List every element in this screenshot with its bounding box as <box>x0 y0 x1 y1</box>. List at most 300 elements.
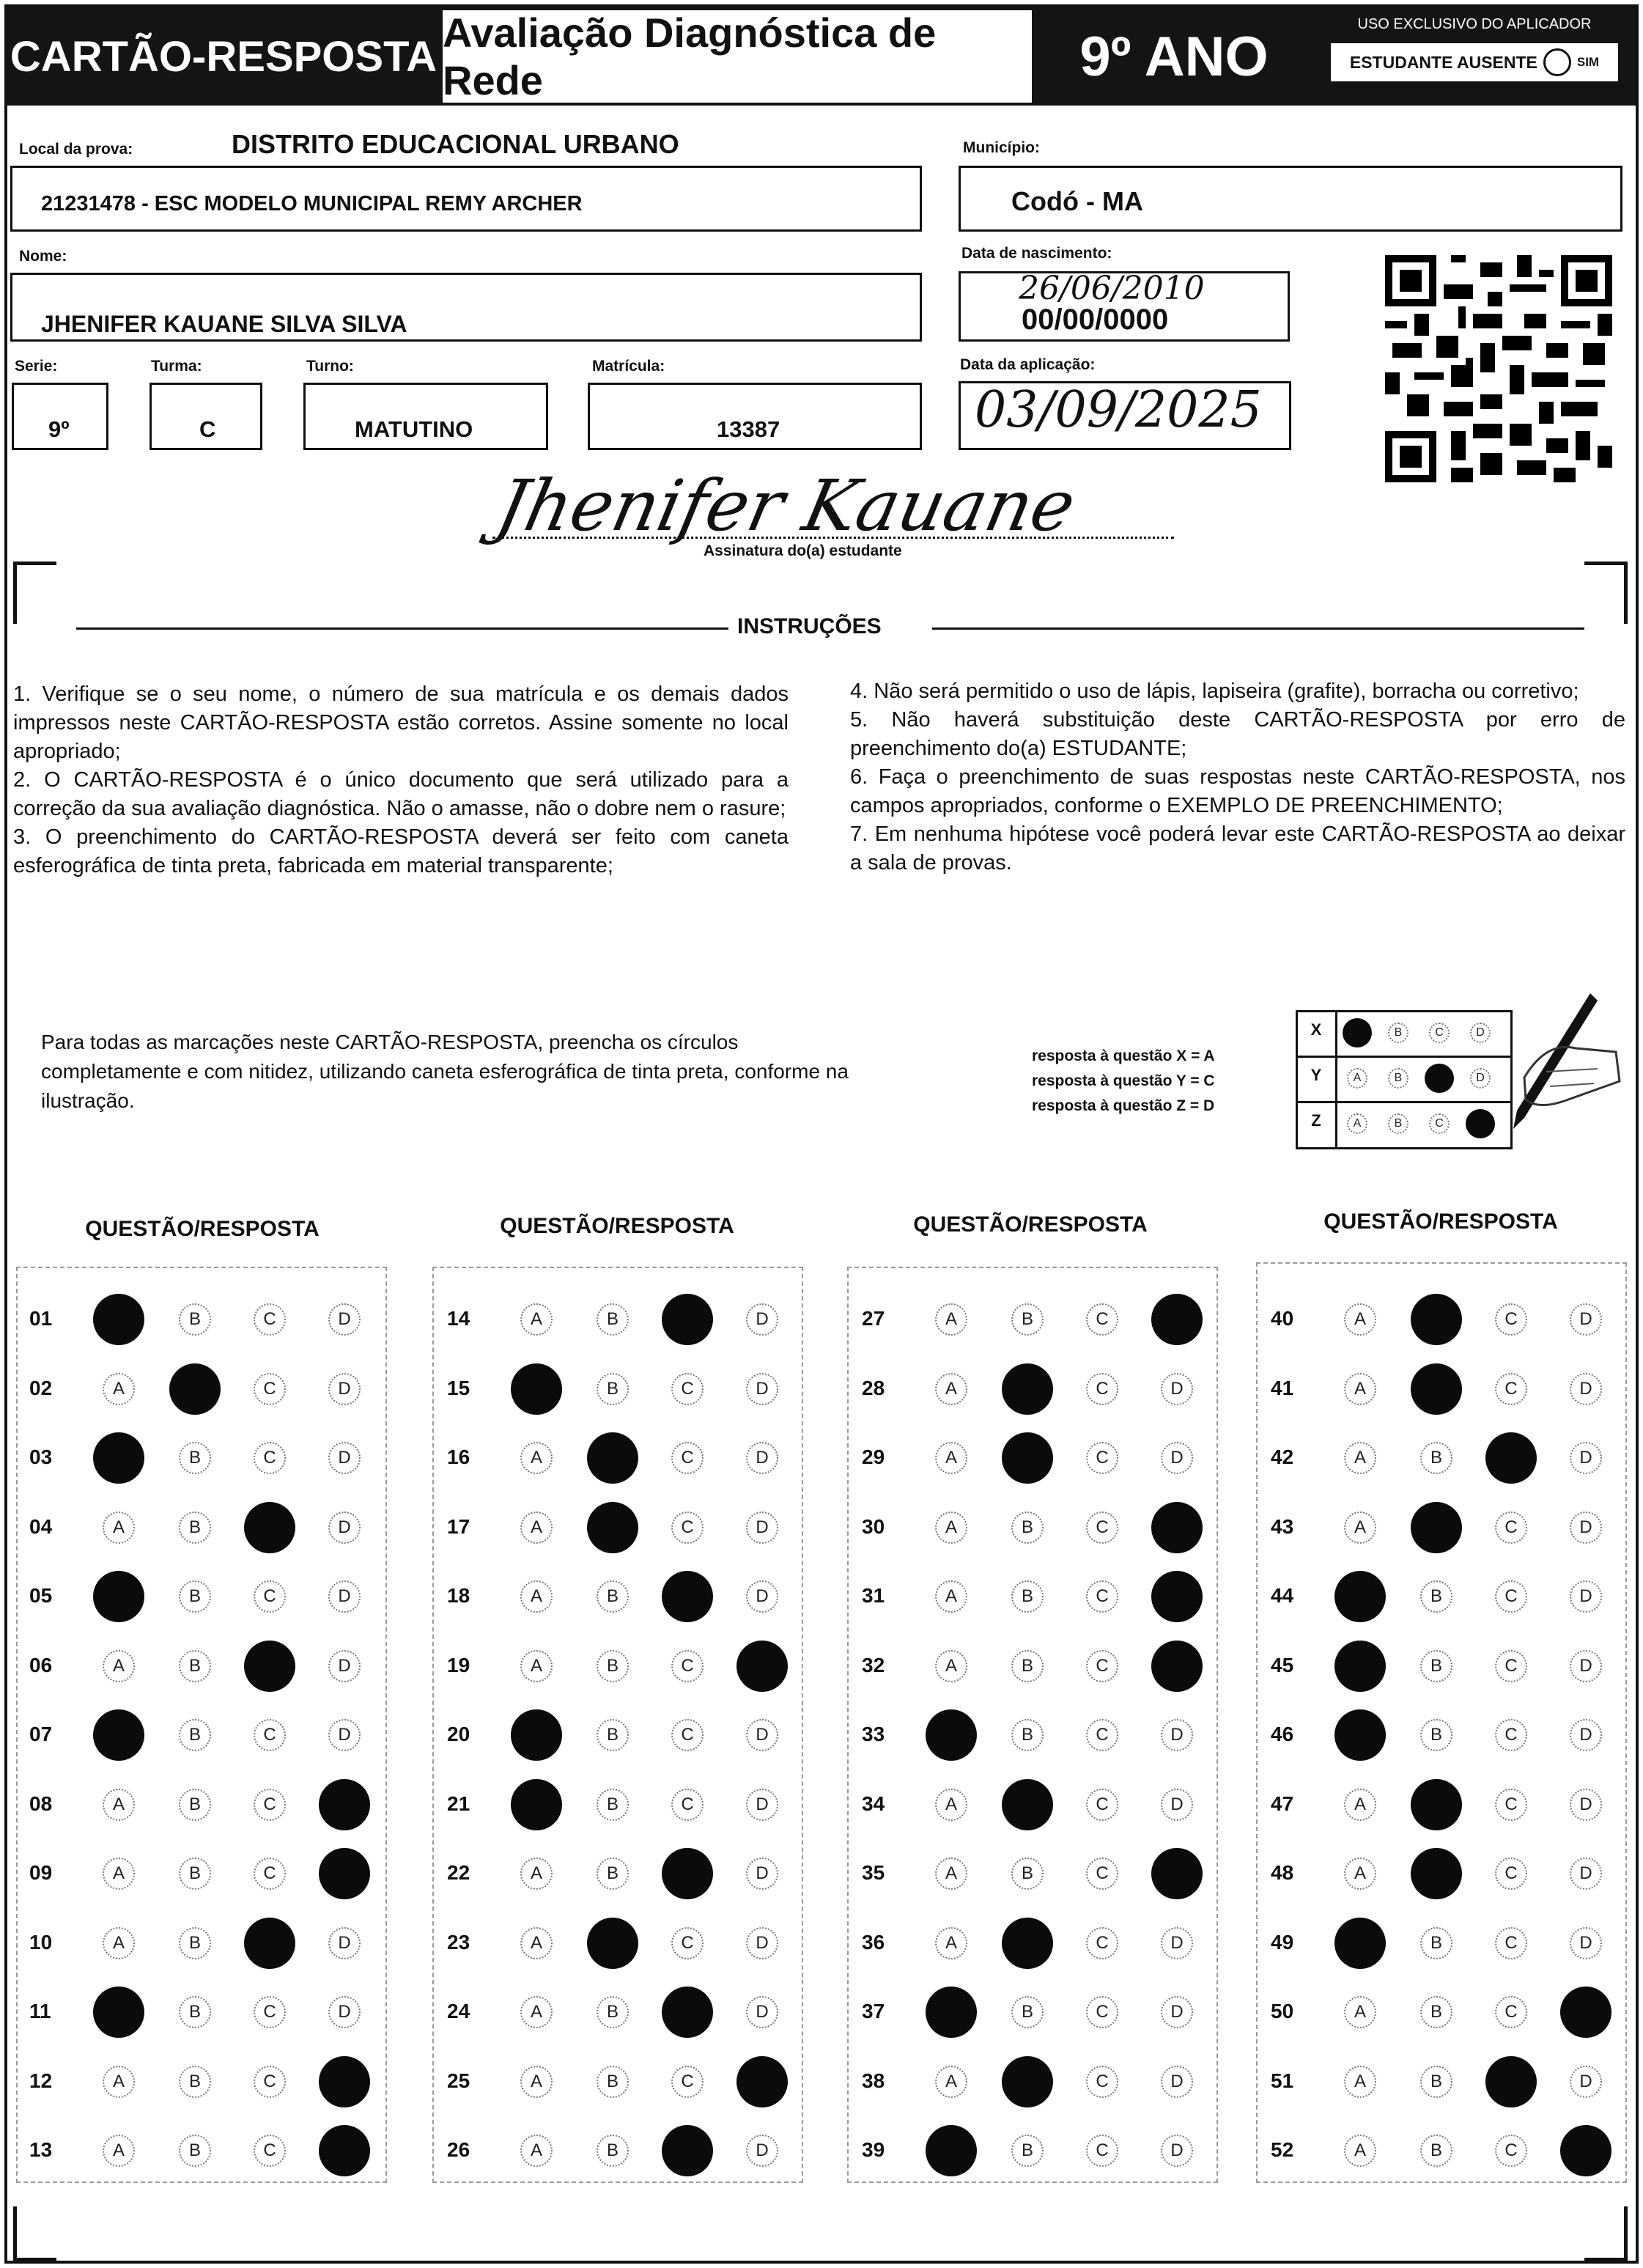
answer-bubble-a[interactable]: A <box>1344 2135 1376 2167</box>
answer-bubble-a[interactable]: A <box>935 1789 967 1821</box>
answer-bubble-a[interactable]: A <box>1344 1442 1376 1474</box>
answer-bubble-b[interactable]: B <box>597 1858 629 1890</box>
answer-bubble-d[interactable]: D <box>1161 1789 1193 1821</box>
answer-bubble-d[interactable] <box>1151 1502 1203 1553</box>
answer-bubble-b[interactable]: B <box>179 2135 211 2167</box>
answer-bubble-b[interactable]: B <box>1420 1650 1452 1682</box>
grade-badge <box>1035 7 1313 106</box>
answer-bubble-d[interactable]: D <box>328 1719 361 1751</box>
answer-bubble-c[interactable]: C <box>1495 1858 1527 1890</box>
question-number: 02 <box>29 1376 53 1399</box>
question-number: 24 <box>447 2000 470 2022</box>
answer-bubble-d[interactable]: D <box>1161 1719 1193 1751</box>
answer-bubble-d[interactable]: D <box>746 1580 778 1613</box>
answer-bubble-c[interactable]: C <box>1495 1650 1527 1682</box>
answer-bubble-a[interactable]: A <box>103 2135 135 2167</box>
answer-bubble-a[interactable]: A <box>935 1858 967 1890</box>
column-header: QUESTÃO/RESPOSTA <box>913 1212 1148 1237</box>
answer-bubble-d[interactable]: D <box>328 1650 361 1682</box>
answer-bubble-b[interactable]: B <box>179 1442 211 1474</box>
answer-bubble-d[interactable]: D <box>746 1927 778 1959</box>
answer-bubble-c[interactable]: C <box>1495 1580 1527 1613</box>
answer-bubble-c[interactable]: C <box>1495 1373 1527 1405</box>
answer-bubble-c[interactable] <box>244 1502 295 1553</box>
answer-bubble-d[interactable] <box>736 2056 788 2107</box>
answer-bubble-b[interactable]: B <box>1011 1858 1044 1890</box>
answer-bubble-b[interactable]: B <box>1011 1303 1044 1336</box>
answer-bubble-a[interactable]: A <box>1344 2066 1376 2098</box>
example-row-label: X <box>1310 1020 1322 1039</box>
answer-bubble-d[interactable] <box>1560 2125 1611 2176</box>
example-bubble-c: C <box>1429 1023 1450 1043</box>
answer-bubble-c[interactable]: C <box>1086 1858 1118 1890</box>
answer-bubble-d[interactable] <box>1560 1987 1611 2038</box>
answer-bubble-a[interactable] <box>1334 1641 1386 1692</box>
answer-bubble-b[interactable]: B <box>1011 1996 1044 2028</box>
answer-bubble-b[interactable] <box>1002 1779 1053 1830</box>
answer-bubble-a[interactable]: A <box>520 1442 553 1474</box>
question-number: 34 <box>862 1792 885 1815</box>
question-number: 06 <box>29 1653 53 1676</box>
answer-bubble-d[interactable]: D <box>1161 1996 1193 2028</box>
question-number: 33 <box>862 1723 885 1745</box>
answer-bubble-c[interactable]: C <box>254 2066 286 2098</box>
answer-bubble-d[interactable]: D <box>328 1580 361 1613</box>
answer-bubble-c[interactable]: C <box>1086 1789 1118 1821</box>
answer-bubble-a[interactable] <box>93 1709 144 1761</box>
answer-bubble-b[interactable]: B <box>597 1650 629 1682</box>
corner-mark-bottom-left <box>13 2206 56 2261</box>
answer-bubble-a[interactable]: A <box>935 1512 967 1544</box>
answer-bubble-d[interactable]: D <box>1570 1303 1602 1336</box>
answer-bubble-c[interactable]: C <box>671 1789 704 1821</box>
applicator-label: USO EXCLUSIVO DO APLICADOR <box>1357 16 1592 32</box>
answer-bubble-c[interactable]: C <box>1086 1996 1118 2028</box>
answer-bubble-d[interactable]: D <box>328 1996 361 2028</box>
answer-bubble-a[interactable] <box>1334 1918 1386 1969</box>
question-number: 32 <box>862 1653 885 1676</box>
nascimento-handwritten: 26/06/2010 <box>1019 270 1205 307</box>
example-legend-item: resposta à questão Y = C <box>1032 1072 1215 1089</box>
question-number: 30 <box>862 1514 885 1538</box>
answer-bubble-b[interactable] <box>1411 1502 1462 1553</box>
answer-bubble-d[interactable]: D <box>1161 1373 1193 1405</box>
answer-bubble-d[interactable]: D <box>328 1303 361 1336</box>
answer-bubble-a[interactable]: A <box>520 1858 553 1890</box>
signature-handwritten: Jhenifer Kauane <box>490 465 1082 547</box>
question-number: 03 <box>29 1446 53 1468</box>
answer-bubble-a[interactable]: A <box>935 1927 967 1959</box>
answer-bubble-b[interactable]: B <box>597 1789 629 1821</box>
answer-bubble-a[interactable]: A <box>103 1373 135 1405</box>
answer-bubble-c[interactable]: C <box>254 1789 286 1821</box>
answer-bubble-b[interactable] <box>587 1918 638 1969</box>
answer-bubble-b[interactable]: B <box>1420 1580 1452 1613</box>
answer-bubble-a[interactable]: A <box>1344 1303 1376 1336</box>
answer-bubble-d[interactable]: D <box>746 1719 778 1751</box>
answer-bubble-d[interactable]: D <box>1570 1442 1602 1474</box>
answer-bubble-c[interactable]: C <box>671 2066 704 2098</box>
answer-bubble-a[interactable] <box>926 1987 977 2038</box>
answer-bubble-c[interactable] <box>1485 2056 1537 2107</box>
answer-bubble-d[interactable] <box>319 2125 370 2176</box>
answer-bubble-b[interactable]: B <box>597 2135 629 2167</box>
answer-bubble-b[interactable]: B <box>179 1303 211 1336</box>
corner-mark-top-left <box>13 562 56 624</box>
answer-bubble-b[interactable] <box>1002 1918 1053 1969</box>
answer-bubble-c[interactable]: C <box>671 1442 704 1474</box>
absent-box <box>1331 43 1618 81</box>
answer-bubble-a[interactable] <box>93 1571 144 1622</box>
question-number: 45 <box>1271 1653 1294 1676</box>
answer-bubble-d[interactable]: D <box>328 1442 361 1474</box>
nome-value: JHENIFER KAUANE SILVA SILVA <box>41 311 407 337</box>
example-bubble-d <box>1466 1109 1495 1138</box>
answer-bubble-b[interactable]: B <box>1420 2135 1452 2167</box>
answer-bubble-d[interactable] <box>1151 1571 1203 1622</box>
answer-bubble-c[interactable]: C <box>1086 1373 1118 1405</box>
example-bubble-b: B <box>1388 1068 1408 1089</box>
answer-bubble-a[interactable]: A <box>935 2066 967 2098</box>
question-number: 01 <box>29 1307 53 1330</box>
answer-bubble-b[interactable]: B <box>179 1650 211 1682</box>
local-label: Local da prova: <box>19 141 133 158</box>
answer-bubble-c[interactable] <box>1485 1432 1537 1484</box>
answer-bubble-b[interactable]: B <box>597 1996 629 2028</box>
question-number: 13 <box>29 2138 53 2161</box>
instruction-item: 7. Em nenhuma hipótese você poderá levar este CARTÃO-RESPOSTA ao deixar a sala de provas. <box>850 822 1625 875</box>
question-number: 19 <box>447 1653 470 1676</box>
answer-bubble-c[interactable] <box>662 2125 713 2176</box>
column-header: QUESTÃO/RESPOSTA <box>1323 1210 1558 1234</box>
answer-bubble-a[interactable] <box>926 1709 977 1761</box>
answer-bubble-b[interactable]: B <box>1420 1996 1452 2028</box>
answer-bubble-c[interactable]: C <box>254 1580 286 1613</box>
answer-bubble-a[interactable]: A <box>1344 1858 1376 1890</box>
answer-bubble-c[interactable]: C <box>254 1719 286 1751</box>
question-number: 18 <box>447 1584 470 1607</box>
answer-bubble-c[interactable]: C <box>1495 1996 1527 2028</box>
question-number: 21 <box>447 1792 470 1815</box>
question-number: 15 <box>447 1376 470 1399</box>
instruction-item: 3. O preenchimento do CARTÃO-RESPOSTA deverá ser feito com caneta esferográfica de tinta preta, fabricada em material transparente; <box>13 825 789 877</box>
answer-bubble-d[interactable]: D <box>746 2135 778 2167</box>
answer-bubble-b[interactable]: B <box>1420 2066 1452 2098</box>
answer-bubble-a[interactable]: A <box>935 1373 967 1405</box>
answer-bubble-b[interactable] <box>1411 1779 1462 1830</box>
answer-bubble-c[interactable]: C <box>254 1858 286 1890</box>
example-text: Para todas as marcações neste CARTÃO-RESPOSTA, preencha os círculos completamente e com nitidez, utilizando caneta esferográfica de tinta preta, conforme na ilustração. <box>41 1031 849 1112</box>
answer-bubble-b[interactable] <box>1002 1432 1053 1484</box>
answer-bubble-b[interactable]: B <box>1420 1719 1452 1751</box>
question-number: 48 <box>1271 1861 1294 1884</box>
answer-bubble-a[interactable]: A <box>520 1303 553 1336</box>
answer-bubble-d[interactable]: D <box>746 1442 778 1474</box>
answer-bubble-a[interactable]: A <box>103 1512 135 1544</box>
answer-bubble-d[interactable]: D <box>1570 1927 1602 1959</box>
answer-bubble-a[interactable] <box>511 1709 562 1761</box>
matricula-label: Matrícula: <box>592 358 665 375</box>
answer-bubble-d[interactable]: D <box>1570 1789 1602 1821</box>
example-row-label: Y <box>1310 1066 1322 1084</box>
answer-bubble-b[interactable]: B <box>597 1580 629 1613</box>
answer-bubble-d[interactable] <box>1151 1294 1203 1345</box>
answer-bubble-b[interactable]: B <box>1420 1927 1452 1959</box>
answer-bubble-b[interactable]: B <box>1011 1512 1044 1544</box>
question-number: 51 <box>1271 2069 1294 2092</box>
answer-bubble-d[interactable]: D <box>746 1789 778 1821</box>
answer-bubble-a[interactable]: A <box>520 1512 553 1544</box>
question-number: 41 <box>1271 1376 1294 1399</box>
turno-value: MATUTINO <box>355 416 473 442</box>
answer-bubble-a[interactable]: A <box>103 1927 135 1959</box>
answer-bubble-c[interactable]: C <box>1086 1303 1118 1336</box>
example-bubble-d: D <box>1470 1023 1491 1043</box>
answer-bubble-b[interactable]: B <box>179 1512 211 1544</box>
answer-bubble-c[interactable]: C <box>254 1996 286 2028</box>
instruction-item: 1. Verifique se o seu nome, o número de sua matrícula e os demais dados impressos neste CARTÃO-RESPOSTA estão corretos. Assine somente no local apropriado; <box>13 682 789 763</box>
answer-bubble-a[interactable]: A <box>1344 1512 1376 1544</box>
answer-bubble-a[interactable]: A <box>103 2066 135 2098</box>
question-number: 16 <box>447 1446 470 1468</box>
question-number: 14 <box>447 1307 470 1330</box>
question-number: 20 <box>447 1723 470 1745</box>
answer-bubble-c[interactable]: C <box>671 1719 704 1751</box>
answer-bubble-d[interactable] <box>1151 1848 1203 1899</box>
answer-bubble-d[interactable]: D <box>1570 2066 1602 2098</box>
answer-bubble-c[interactable]: C <box>1495 1512 1527 1544</box>
answer-bubble-c[interactable]: C <box>1086 2135 1118 2167</box>
answer-bubble-b[interactable]: B <box>597 1719 629 1751</box>
answer-bubble-d[interactable]: D <box>1570 1650 1602 1682</box>
answer-bubble-d[interactable] <box>319 1848 370 1899</box>
answer-bubble-d[interactable]: D <box>1570 1580 1602 1613</box>
answer-bubble-c[interactable]: C <box>1086 1580 1118 1613</box>
answer-bubble-d[interactable]: D <box>1161 2135 1193 2167</box>
answer-bubble-d[interactable]: D <box>746 1303 778 1336</box>
answer-bubble-c[interactable]: C <box>1086 1927 1118 1959</box>
answer-bubble-a[interactable]: A <box>520 2135 553 2167</box>
answer-bubble-d[interactable] <box>319 2056 370 2107</box>
answer-bubble-c[interactable]: C <box>1495 1719 1527 1751</box>
answer-bubble-d[interactable] <box>319 1779 370 1830</box>
answer-bubble-a[interactable]: A <box>520 2066 553 2098</box>
example-bubble-a: A <box>1347 1113 1367 1134</box>
aplicacao-handwritten: 03/09/2025 <box>975 381 1262 439</box>
answer-bubble-a[interactable]: A <box>1344 1789 1376 1821</box>
answer-bubble-a[interactable]: A <box>1344 1373 1376 1405</box>
answer-bubble-a[interactable] <box>93 1294 144 1345</box>
answer-bubble-d[interactable]: D <box>328 1373 361 1405</box>
answer-bubble-c[interactable] <box>662 1848 713 1899</box>
matricula-value: 13387 <box>717 416 780 442</box>
answer-bubble-a[interactable] <box>93 1432 144 1484</box>
answer-bubble-b[interactable]: B <box>597 2066 629 2098</box>
answer-bubble-c[interactable]: C <box>254 2135 286 2167</box>
answer-bubble-c[interactable]: C <box>254 1373 286 1405</box>
answer-bubble-c[interactable] <box>662 1987 713 2038</box>
answer-bubble-d[interactable]: D <box>1161 2066 1193 2098</box>
answer-bubble-a[interactable]: A <box>935 1650 967 1682</box>
answer-bubble-a[interactable]: A <box>520 1650 553 1682</box>
instruction-item: 4. Não será permitido o uso de lápis, lapiseira (grafite), borracha ou corretivo; <box>850 680 1579 703</box>
example-bubble-b: B <box>1388 1113 1408 1134</box>
instructions-rule-left <box>76 627 728 630</box>
question-number: 42 <box>1271 1446 1294 1468</box>
question-number: 07 <box>29 1723 53 1745</box>
answer-bubble-d[interactable] <box>736 1641 788 1692</box>
example-bubble-a: A <box>1347 1068 1367 1089</box>
answer-bubble-b[interactable] <box>587 1432 638 1484</box>
question-number: 36 <box>862 1930 885 1954</box>
example-column-divider <box>1335 1010 1337 1149</box>
answer-bubble-d[interactable]: D <box>328 1927 361 1959</box>
answer-bubble-b[interactable] <box>169 1363 221 1415</box>
answer-bubble-c[interactable]: C <box>254 1303 286 1336</box>
assessment-title <box>440 7 1035 106</box>
question-number: 04 <box>29 1514 53 1538</box>
answer-bubble-d[interactable]: D <box>1570 1858 1602 1890</box>
answer-bubble-d[interactable]: D <box>746 1512 778 1544</box>
answer-bubble-d[interactable]: D <box>1570 1719 1602 1751</box>
answer-bubble-c[interactable]: C <box>1495 1789 1527 1821</box>
question-number: 08 <box>29 1792 53 1815</box>
answer-bubble-a[interactable] <box>511 1363 562 1415</box>
example-row-label: Z <box>1311 1111 1321 1130</box>
answer-bubble-b[interactable]: B <box>179 1719 211 1751</box>
answer-bubble-c[interactable]: C <box>671 1373 704 1405</box>
answer-bubble-b[interactable]: B <box>179 1927 211 1959</box>
answer-bubble-a[interactable]: A <box>935 1442 967 1474</box>
answer-bubble-b[interactable]: B <box>179 1858 211 1890</box>
question-number: 31 <box>862 1584 885 1607</box>
answer-bubble-d[interactable]: D <box>1161 1442 1193 1474</box>
question-number: 49 <box>1271 1930 1294 1954</box>
answer-bubble-a[interactable] <box>926 2125 977 2176</box>
answer-bubble-c[interactable]: C <box>1086 1719 1118 1751</box>
answer-bubble-c[interactable] <box>244 1641 295 1692</box>
answer-bubble-b[interactable] <box>1002 2056 1053 2107</box>
answer-bubble-a[interactable]: A <box>103 1650 135 1682</box>
answer-bubble-c[interactable]: C <box>671 1927 704 1959</box>
question-number: 39 <box>862 2138 885 2161</box>
answer-bubble-c[interactable] <box>662 1571 713 1622</box>
question-number: 43 <box>1271 1514 1294 1538</box>
card-title-text: CARTÃO-RESPOSTA <box>10 32 437 81</box>
question-number: 47 <box>1271 1792 1294 1815</box>
answer-bubble-c[interactable]: C <box>1495 1303 1527 1336</box>
answer-bubble-b[interactable]: B <box>1011 1650 1044 1682</box>
answer-bubble-b[interactable] <box>1411 1363 1462 1415</box>
answer-bubble-b[interactable] <box>587 1502 638 1553</box>
card-title <box>7 7 440 106</box>
answer-bubble-b[interactable] <box>1411 1848 1462 1899</box>
answer-bubble-b[interactable]: B <box>1420 1442 1452 1474</box>
answer-bubble-c[interactable]: C <box>1086 2066 1118 2098</box>
question-number: 12 <box>29 2069 53 2092</box>
answer-bubble-c[interactable]: C <box>671 1650 704 1682</box>
answer-bubble-d[interactable]: D <box>746 1373 778 1405</box>
question-number: 11 <box>29 2000 51 2022</box>
answer-bubble-d[interactable]: D <box>328 1512 361 1544</box>
signature-label: Assinatura do(a) estudante <box>704 542 902 559</box>
answer-bubble-a[interactable]: A <box>520 1580 553 1613</box>
answer-bubble-c[interactable]: C <box>671 1512 704 1544</box>
answer-bubble-b[interactable]: B <box>179 2066 211 2098</box>
serie-value: 9º <box>48 416 70 442</box>
turma-label: Turma: <box>151 358 202 375</box>
answer-bubble-c[interactable]: C <box>1495 1927 1527 1959</box>
aplicacao-label: Data da aplicação: <box>960 356 1096 373</box>
answer-bubble-a[interactable]: A <box>520 1996 553 2028</box>
absent-label: ESTUDANTE AUSENTE <box>1349 52 1537 72</box>
answer-bubble-b[interactable]: B <box>179 1789 211 1821</box>
answer-bubble-b[interactable]: B <box>1011 1719 1044 1751</box>
corner-mark-bottom-right <box>1584 2206 1628 2261</box>
answer-bubble-c[interactable]: C <box>1495 2135 1527 2167</box>
answer-bubble-a[interactable]: A <box>520 1927 553 1959</box>
example-bubble-c: C <box>1429 1113 1450 1134</box>
answer-bubble-c[interactable]: C <box>254 1442 286 1474</box>
answer-bubble-a[interactable]: A <box>1344 1996 1376 2028</box>
answer-bubble-a[interactable]: A <box>103 1858 135 1890</box>
answer-bubble-d[interactable]: D <box>746 1996 778 2028</box>
answer-bubble-a[interactable]: A <box>103 1789 135 1821</box>
question-number: 10 <box>29 1930 53 1954</box>
answer-bubble-b[interactable]: B <box>179 1580 211 1613</box>
answer-bubble-b[interactable]: B <box>179 1996 211 2028</box>
signature-line <box>492 537 1174 539</box>
nome-label: Nome: <box>19 248 67 265</box>
assessment-title-text: Avaliação Diagnóstica de Rede <box>443 10 937 103</box>
example-bubble-b: B <box>1388 1023 1408 1043</box>
answer-bubble-b[interactable] <box>1411 1294 1462 1345</box>
answer-bubble-b[interactable]: B <box>597 1373 629 1405</box>
grade-text: 9º ANO <box>1079 25 1269 88</box>
answer-bubble-c[interactable]: C <box>1086 1442 1118 1474</box>
absent-option: SIM <box>1576 55 1600 69</box>
answer-bubble-a[interactable] <box>1334 1571 1386 1622</box>
answer-bubble-c[interactable] <box>662 1294 713 1345</box>
answer-bubble-b[interactable]: B <box>1011 2135 1044 2167</box>
answer-bubble-b[interactable]: B <box>597 1303 629 1336</box>
local-value: DISTRITO EDUCACIONAL URBANO <box>232 129 679 159</box>
municipio-value: Codó - MA <box>1011 186 1143 216</box>
column-header: QUESTÃO/RESPOSTA <box>85 1217 320 1241</box>
answer-bubble-a[interactable] <box>1334 1709 1386 1761</box>
answer-bubble-d[interactable]: D <box>1570 1373 1602 1405</box>
answer-bubble-d[interactable]: D <box>1570 1512 1602 1544</box>
answer-bubble-a[interactable]: A <box>935 1580 967 1613</box>
answer-bubble-c[interactable]: C <box>1086 1512 1118 1544</box>
answer-bubble-d[interactable]: D <box>746 1858 778 1890</box>
absent-checkbox[interactable] <box>1543 48 1571 76</box>
answer-bubble-a[interactable] <box>511 1779 562 1830</box>
answer-bubble-c[interactable] <box>244 1918 295 1969</box>
question-number: 25 <box>447 2069 470 2092</box>
answer-bubble-b[interactable] <box>1002 1363 1053 1415</box>
answer-bubble-d[interactable] <box>1151 1641 1203 1692</box>
question-number: 23 <box>447 1930 470 1954</box>
question-number: 40 <box>1271 1307 1294 1330</box>
question-number: 22 <box>447 1861 470 1884</box>
answer-bubble-a[interactable]: A <box>935 1303 967 1336</box>
answer-bubble-b[interactable]: B <box>1011 1580 1044 1613</box>
answer-bubble-d[interactable]: D <box>1161 1927 1193 1959</box>
answer-bubble-c[interactable]: C <box>1086 1650 1118 1682</box>
example-bubble-d: D <box>1470 1068 1491 1089</box>
answer-bubble-a[interactable] <box>93 1987 144 2038</box>
